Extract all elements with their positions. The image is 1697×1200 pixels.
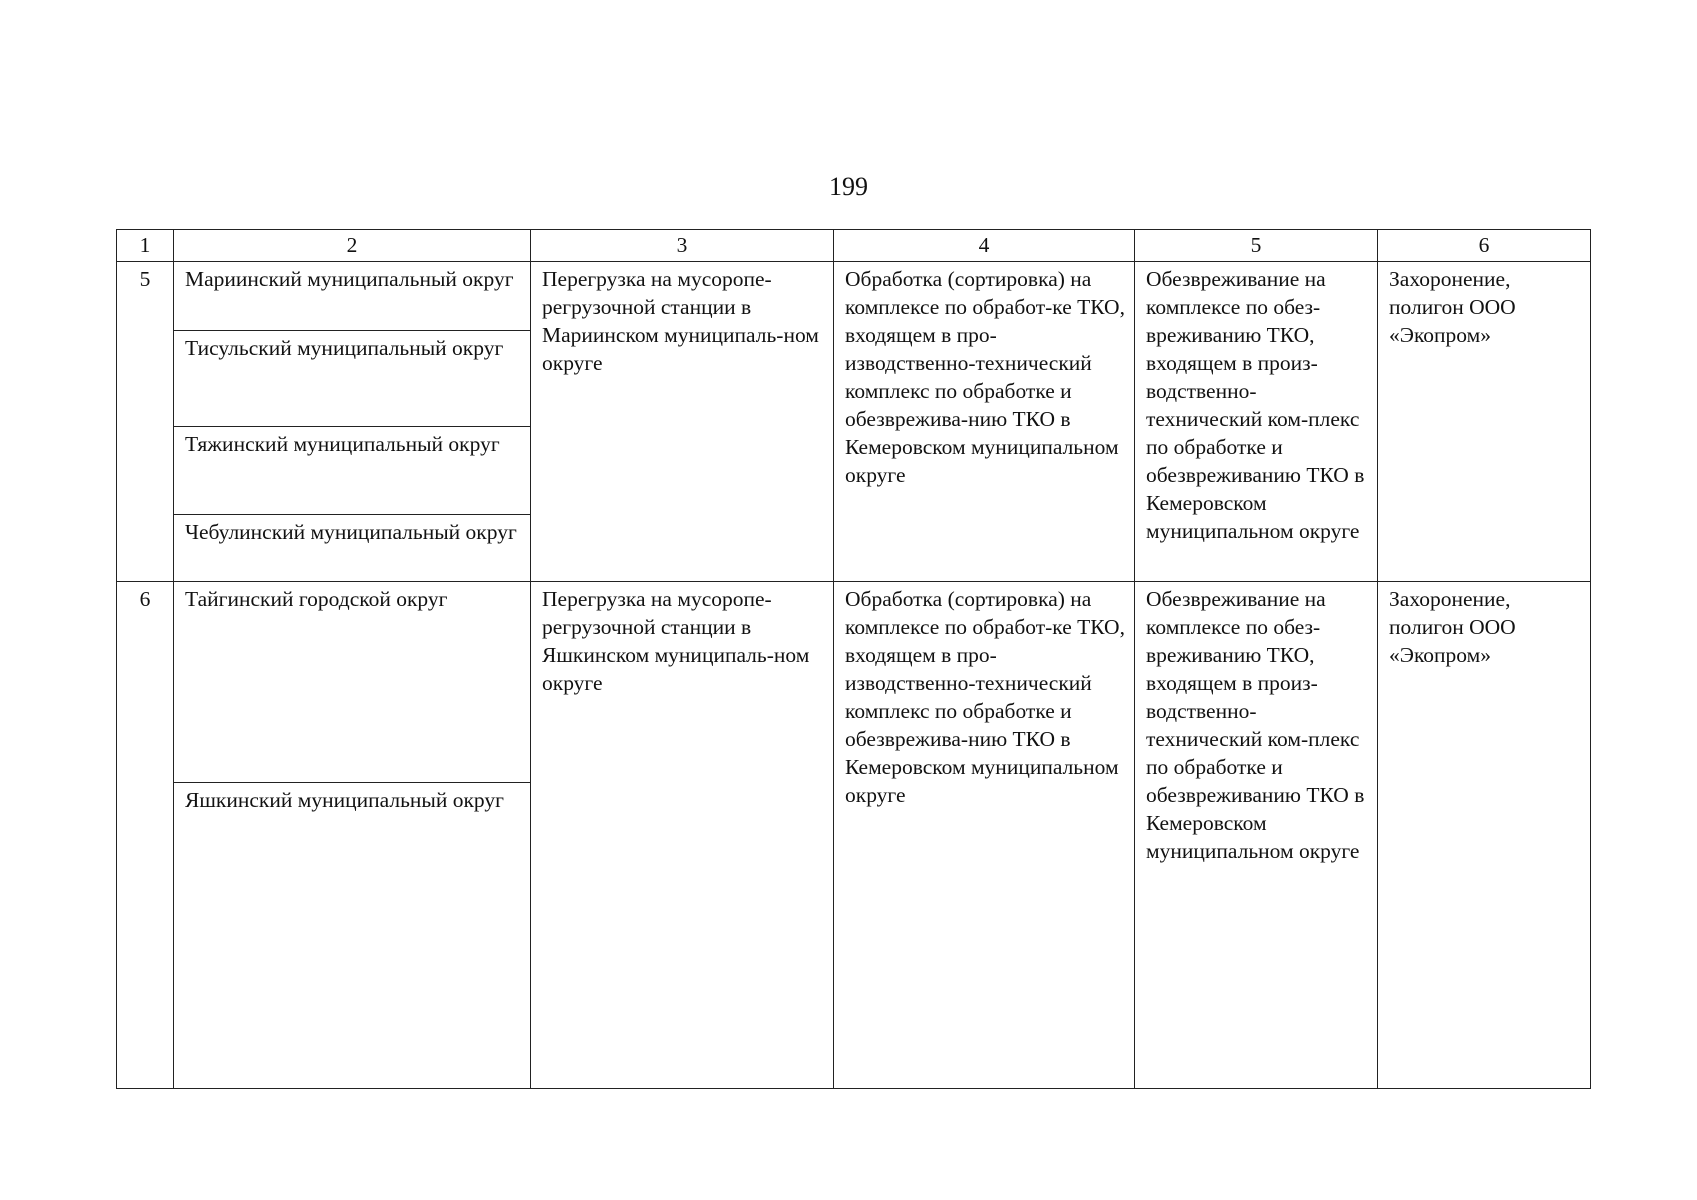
municipality-cell: Чебулинский муниципальный округ [174,515,531,582]
page-number: 199 [829,172,868,201]
waste-routing-table [116,229,1591,1089]
municipality-cell: Тайгинский городской округ [174,582,531,783]
column-header: 6 [1378,230,1591,262]
municipality-cell: Тяжинский муниципальный округ [174,427,531,515]
transfer-cell: Перегрузка на мусоропе-регрузочной станции в Яшкинском муниципаль-ном округе [531,582,834,1089]
municipality-cell: Тисульский муниципальный округ [174,331,531,427]
group-number: 6 [117,582,174,1089]
table-header-row [117,230,1591,262]
municipality-cell: Яшкинский муниципальный округ [174,783,531,1089]
municipality-cell: Мариинский муниципальный округ [174,262,531,331]
neutralization-cell: Обезвреживание на комплексе по обез-вреживанию ТКО, входящем в произ-водственно-технический ком-плекс по обработке и обезвреживанию ТКО в Кемеровском муниципальном округе [1135,262,1378,582]
neutralization-cell: Обезвреживание на комплексе по обез-вреживанию ТКО, входящем в произ-водственно-технический ком-плекс по обработке и обезвреживанию ТКО в Кемеровском муниципальном округе [1135,582,1378,1089]
group-number: 5 [117,262,174,582]
column-header: 4 [834,230,1135,262]
disposal-cell: Захоронение, полигон ООО «Экопром» [1378,262,1591,582]
column-header: 1 [117,230,174,262]
transfer-cell: Перегрузка на мусоропе-регрузочной станции в Мариинском муниципаль-ном округе [531,262,834,582]
column-header: 2 [174,230,531,262]
column-header: 3 [531,230,834,262]
disposal-cell: Захоронение, полигон ООО «Экопром» [1378,582,1591,1089]
column-header: 5 [1135,230,1378,262]
processing-cell: Обработка (сортировка) на комплексе по обработ-ке ТКО, входящем в про-изводственно-технический комплекс по обработке и обезврежива-нию ТКО в Кемеровском муниципальном округе [834,582,1135,1089]
processing-cell: Обработка (сортировка) на комплексе по обработ-ке ТКО, входящем в про-изводственно-технический комплекс по обработке и обезврежива-нию ТКО в Кемеровском муниципальном округе [834,262,1135,582]
table-row [117,582,1591,783]
table-row [117,262,1591,331]
